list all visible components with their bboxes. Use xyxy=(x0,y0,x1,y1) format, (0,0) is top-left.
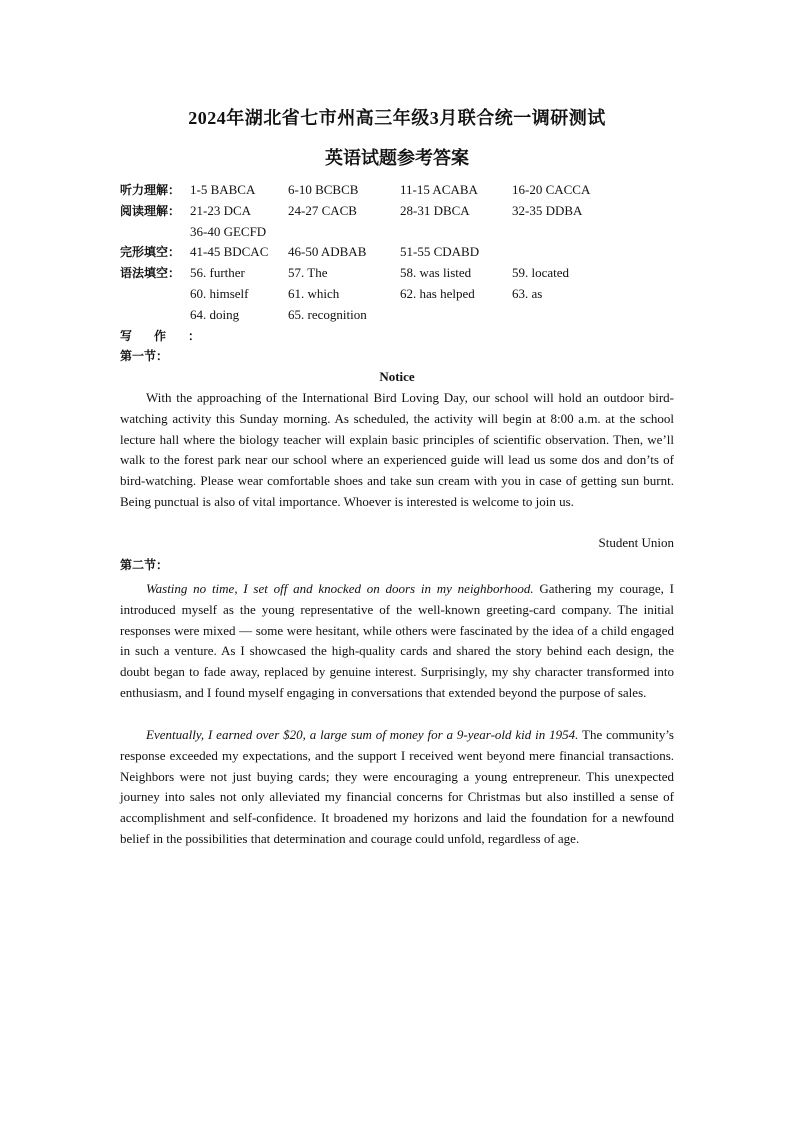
answer-item: 16-20 CACCA xyxy=(512,182,591,197)
answer-item: 24-27 CACB xyxy=(288,202,357,218)
section-two-label: 第二节： xyxy=(120,558,169,572)
answer-item: 62. has helped xyxy=(400,285,475,301)
document-subtitle: 英语试题参考答案 xyxy=(325,148,469,168)
answer-item: 36-40 GECFD xyxy=(190,223,267,239)
reading-label: 阅读理解： xyxy=(120,203,181,218)
grammar-row xyxy=(120,305,674,326)
answer-item: 57. The xyxy=(288,265,328,281)
answer-item: 61. which xyxy=(288,285,340,301)
section-one-label: 第一节： xyxy=(120,349,169,363)
answer-item: 51-55 CDABD xyxy=(400,244,480,260)
answer-item: 21-23 DCA xyxy=(190,202,252,218)
answer-item: 11-15 ACABA xyxy=(400,182,478,197)
answer-item: 32-35 DDBA xyxy=(512,202,583,218)
paragraph-lead-sentence: Wasting no time, I set off and knocked on doors in my neighborhood. xyxy=(146,581,534,596)
continuation-paragraph-1 xyxy=(120,579,674,704)
listening-label: 听力理解： xyxy=(120,183,181,197)
answer-item: 63. as xyxy=(512,285,543,301)
notice-title: Notice xyxy=(379,369,415,384)
paragraph-lead-sentence: Eventually, I earned over $20, a large sum of money for a 9-year-old kid in 1954. xyxy=(146,727,579,742)
grammar-label: 语法填空： xyxy=(120,266,181,281)
notice-signature: Student Union xyxy=(598,535,674,550)
answer-item: 56. further xyxy=(190,265,245,281)
answer-item: 28-31 DBCA xyxy=(400,202,470,218)
answer-item: 6-10 BCBCB xyxy=(288,182,359,197)
listening-row xyxy=(120,180,674,201)
answer-item: 41-45 BDCAC xyxy=(190,244,269,260)
grammar-row xyxy=(120,284,674,305)
answer-item: 59. located xyxy=(512,265,570,281)
continuation-paragraph-2 xyxy=(120,725,674,850)
notice-body: With the approaching of the International Bird Loving Day, our school will hold an outdoor bird-watching activity this Sunday morning. As scheduled, the activity will begin at 8:00 a.m. at the school lecture hall where the biology teacher will explain basic principles of scientific observation. Then, we’ll walk to the forest park near our school where an experienced guide will lead us some dos and don’ts of bird-watching. Please wear comfortable shoes and take sun cream with you in case of getting sun burnt. Being punctual is also of vital importance. Whoever is interested is welcome to join us. xyxy=(120,390,674,509)
answer-item: 65. recognition xyxy=(288,306,367,322)
answer-item: 64. doing xyxy=(190,306,240,322)
paragraph-body: The community’s response exceeded my expectations, and the support I received went beyond mere financial transactions. Neighbors were not just buying cards; they were encouraging a young entrepreneur. This unexpected journey into sales not only alleviated my financial concerns for Christmas but also instilled a sense of accomplishment and self-confidence. It broadened my horizons and laid the foundation for a newfound belief in the possibilities that determination and courage could unfold, regardless of age. xyxy=(120,727,674,846)
answer-item: 1-5 BABCA xyxy=(190,182,256,197)
writing-label: 写作： xyxy=(120,329,223,343)
answer-key xyxy=(120,180,674,326)
reading-row xyxy=(120,201,674,222)
paragraph-body: Gathering my courage, I introduced myself as the young representative of the well-known greeting-card company. The initial responses were mixed — some were hesitant, while others were fascinated by the idea of a child engaged in such a venture. As I showcased the high-quality cards and shared the story behind each design, the doubt began to fade away, replaced by genuine interest. Surprisingly, my shy character transformed into enthusiasm, and I found myself engaging in conversations that extended beyond the purpose of sales. xyxy=(120,581,675,700)
grammar-row xyxy=(120,263,674,284)
reading-row-extra xyxy=(120,222,674,243)
cloze-label: 完形填空： xyxy=(120,245,181,260)
document-title: 2024年湖北省七市州高三年级3月联合统一调研测试 xyxy=(188,108,606,128)
cloze-row xyxy=(120,242,674,263)
answer-item: 58. was listed xyxy=(400,265,472,281)
answer-item: 60. himself xyxy=(190,285,249,301)
answer-item: 46-50 ADBAB xyxy=(288,244,367,260)
